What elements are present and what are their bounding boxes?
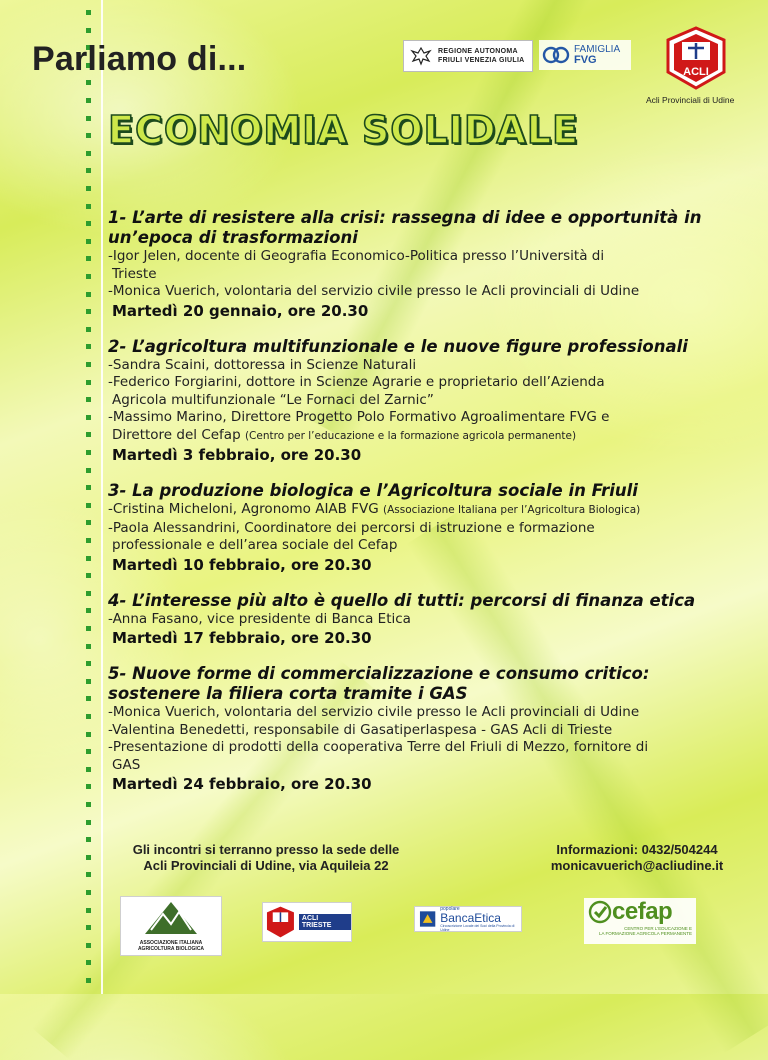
bullet-square — [86, 978, 91, 983]
program-item-title: 1- L’arte di resistere alla crisi: rassegna di idee e opportunità in — [108, 208, 702, 227]
bullet-square — [86, 661, 91, 666]
speaker-line: -Massimo Marino, Direttore Progetto Polo Formativo Agroalimentare FVG e — [108, 409, 610, 425]
program-item-title: 2- L’agricoltura multifunzionale e le nuove figure professionali — [108, 336, 688, 356]
speaker-line: -Valentina Benedetti, responsabile di Gasatiperlaspesa - GAS Acli di Trieste — [108, 721, 613, 738]
speaker-line-main: -Cristina Micheloni, Agronomo AIAB FVG — [108, 501, 379, 517]
event-date: Martedì 3 febbraio, ore 20.30 — [112, 446, 362, 464]
vertical-divider-line — [101, 0, 103, 994]
contact-info — [522, 842, 752, 874]
eagle-icon — [410, 45, 432, 67]
bullet-square — [86, 98, 91, 103]
venue-info — [116, 842, 416, 874]
famiglia-rings-icon — [541, 45, 571, 65]
bullet-square — [86, 925, 91, 930]
cefap-line2: LA FORMAZIONE AGRICOLA PERMANENTE — [598, 931, 692, 936]
bullet-square — [86, 450, 91, 455]
regione-logo-line2: FRIULI VENEZIA GIULIA — [438, 57, 525, 64]
banca-etica-line1: popolare — [440, 906, 460, 912]
checkmark-icon — [588, 900, 612, 924]
bullet-square — [86, 116, 91, 121]
event-date: Martedì 20 gennaio, ore 20.30 — [112, 301, 369, 320]
bullet-square — [86, 556, 91, 561]
speaker-line-note: (Centro per l’educazione e la formazione agricola permanente) — [244, 429, 577, 442]
acli-logo — [664, 26, 728, 90]
famiglia-fvg-logo — [539, 40, 631, 70]
speaker-line-main: Direttore del Cefap — [112, 426, 241, 443]
bullet-square — [86, 696, 91, 701]
banca-etica-logo — [414, 906, 522, 932]
program-item — [108, 591, 748, 650]
cefap-line1: CENTRO PER L'EDUCAZIONE E — [624, 926, 692, 931]
bullet-square — [86, 503, 91, 508]
aiab-logo-line2: AGRICOLTURA BIOLOGICA — [137, 946, 205, 952]
acli-small-emblem-icon — [266, 905, 295, 939]
bullet-square — [86, 151, 91, 156]
bullet-square — [86, 204, 91, 209]
bullet-square — [86, 644, 91, 649]
bullet-square — [86, 239, 91, 244]
bullet-square — [86, 784, 91, 789]
event-date: Martedì 24 febbraio, ore 20.30 — [112, 775, 372, 793]
bullet-square — [86, 855, 91, 860]
bullet-square — [86, 468, 91, 473]
regione-logo-line1: REGIONE AUTONOMA — [438, 48, 518, 55]
bullet-square — [86, 767, 91, 772]
program-item-title: 3- La produzione biologica e l’Agricoltura sociale in Friuli — [108, 481, 638, 500]
program-item-title: sostenere la filiera corta tramite i GAS — [108, 684, 468, 703]
bullet-square — [86, 397, 91, 402]
bullet-square — [86, 520, 91, 525]
acli-logo-text: ACLI — [683, 66, 709, 78]
speaker-line: -Presentazione di prodotti della cooperativa Terre del Friuli di Mezzo, fornitore di — [108, 739, 649, 755]
bullet-square — [86, 80, 91, 85]
speaker-line: -Monica Vuerich, volontaria del servizio civile presso le Acli provinciali di Udine — [108, 704, 640, 720]
bullet-square — [86, 749, 91, 754]
speaker-line: -Igor Jelen, docente di Geografia Economico-Politica presso l’Università di — [108, 248, 605, 264]
venue-line: Acli Provinciali di Udine, via Aquileia 22 — [143, 858, 389, 873]
bullet-square — [86, 820, 91, 825]
bullet-square — [86, 362, 91, 367]
acli-caption: Acli Provinciali di Udine — [646, 95, 735, 105]
bullet-square — [86, 327, 91, 332]
aiab-logo — [120, 896, 222, 956]
speaker-line: Trieste — [112, 265, 157, 282]
bullet-square — [86, 591, 91, 596]
bullet-square — [86, 415, 91, 420]
bullet-square — [86, 186, 91, 191]
speaker-line: -Federico Forgiarini, dottore in Scienze Agrarie e proprietario dell’Azienda — [108, 374, 605, 390]
bullet-square — [86, 732, 91, 737]
bullet-square — [86, 274, 91, 279]
program-item — [108, 337, 748, 467]
banca-etica-line3: Circoscrizione Locale dei Soci della Provincia di Udine — [440, 924, 515, 932]
bullet-square — [86, 10, 91, 15]
speaker-line-note: (Associazione Italiana per l’Agricoltura Biologica) — [382, 504, 641, 516]
bullet-square — [86, 309, 91, 314]
bullet-square — [86, 890, 91, 895]
bullet-square — [86, 714, 91, 719]
acli-trieste-label: ACLI TRIESTE — [299, 914, 351, 930]
speaker-line: -Sandra Scaini, dottoressa in Scienze Naturali — [108, 356, 417, 373]
speaker-line — [108, 501, 748, 520]
cefap-logo — [584, 898, 696, 944]
speaker-line: -Anna Fasano, vice presidente di Banca Etica — [108, 610, 411, 627]
acli-trieste-logo — [262, 902, 352, 942]
venue-line: Gli incontri si terranno presso la sede delle — [132, 842, 400, 857]
bullet-square — [86, 256, 91, 261]
bullet-square — [86, 626, 91, 631]
bullet-square — [86, 292, 91, 297]
aiab-logo-line1: ASSOCIAZIONE ITALIANA — [139, 940, 203, 946]
program-list — [108, 208, 748, 810]
speaker-line: GAS — [112, 756, 141, 773]
bullet-square — [86, 908, 91, 913]
event-date: Martedì 10 febbraio, ore 20.30 — [112, 555, 372, 574]
program-item-title: 5- Nuove forme di commercializzazione e consumo critico: — [108, 664, 650, 683]
page-title: Parliamo di... — [32, 40, 247, 78]
bullet-square — [86, 943, 91, 948]
headline: ECONOMIA SOLIDALE — [108, 108, 579, 152]
bullet-square — [86, 538, 91, 543]
aiab-emblem-icon — [141, 900, 201, 936]
bullet-square — [86, 679, 91, 684]
cefap-name: cefap — [612, 898, 673, 925]
banca-etica-icon — [419, 910, 436, 928]
bullet-square — [86, 608, 91, 613]
speaker-line: -Paola Alessandrini, Coordinatore dei percorsi di istruzione e formazione — [108, 519, 595, 536]
bullet-square — [86, 344, 91, 349]
speaker-line: professionale e dell’area sociale del Cefap — [112, 537, 398, 553]
famiglia-logo-line2: FVG — [574, 54, 597, 66]
bullet-square — [86, 573, 91, 578]
bullet-square — [86, 168, 91, 173]
program-item-title: un’epoca di trasformazioni — [108, 228, 358, 247]
speaker-line: -Monica Vuerich, volontaria del servizio civile presso le Acli provinciali di Udine — [108, 283, 640, 299]
bullet-square — [86, 380, 91, 385]
bullet-square — [86, 28, 91, 33]
bullet-square — [86, 837, 91, 842]
event-date: Martedì 17 febbraio, ore 20.30 — [112, 629, 372, 647]
program-item — [108, 481, 748, 576]
program-item-title: 4- L’interesse più alto è quello di tutti: percorsi di finanza etica — [108, 590, 696, 610]
regione-fvg-logo — [403, 40, 533, 72]
bullet-square — [86, 872, 91, 877]
speaker-line — [108, 427, 748, 446]
bullet-square — [86, 960, 91, 965]
famiglia-logo-line1: FAMIGLIA — [574, 44, 621, 55]
program-item — [108, 208, 748, 322]
bullet-square — [86, 802, 91, 807]
program-item — [108, 664, 748, 795]
bullet-square — [86, 485, 91, 490]
banca-etica-line2: BancaEtica — [440, 911, 501, 925]
bullet-square — [86, 221, 91, 226]
bullet-square — [86, 133, 91, 138]
phone-line: Informazioni: 0432/504244 — [556, 842, 718, 857]
email-line: monicavuerich@acliudine.it — [550, 858, 724, 873]
speaker-line: Agricola multifunzionale “Le Fornaci del Zarnic” — [112, 391, 434, 408]
bullet-square — [86, 432, 91, 437]
